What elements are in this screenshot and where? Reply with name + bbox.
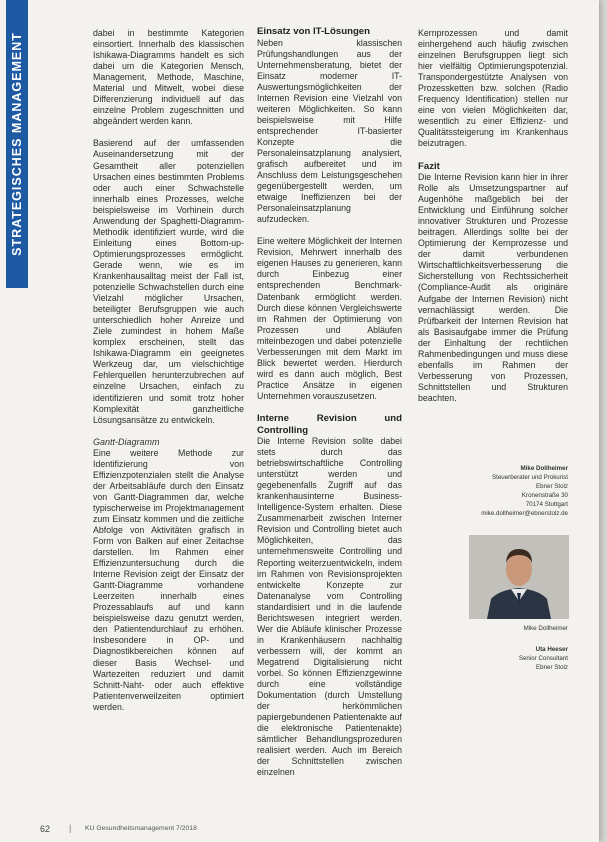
text-column-2 xyxy=(257,26,402,789)
author-company: Ebner Stolz xyxy=(536,664,568,671)
author-title: Steuerberater und Prokurist xyxy=(491,474,568,481)
section-sidebar xyxy=(6,0,28,288)
text-column-3 xyxy=(418,28,568,415)
author-name: Mike Dollheimer xyxy=(520,465,568,472)
paragraph: Die Interne Revision kann hier in ihrer Rolle als Umsetzungspartner auf Augenhöhe maßgeblich bei der Entwicklung und Einführung solcher innovativer Strukturen und Prozesse beitragen. Allerdings sollte bei der Optimierung der Kernprozesse und der damit verbundenen Wirtschaftlichkeitsverbesserung die Sicherstellung von Rechtssicherheit (Compliance-Audit als originäre Aufgabe der Internen Revision) nicht vernachlässigt werden. Die Prüfbarkeit der Internen Revision hat als Basisaufgabe immer die Prüfung der Einhaltung der rechtlichen Rahmenbedingungen und muss diese ebenfalls im Rahmen der Verbesserung von Prozessen, Schnittstellen und Strukturen beachten. xyxy=(418,172,568,403)
footer-separator: | xyxy=(69,823,72,833)
author-name: Uta Heeser xyxy=(535,646,568,653)
subheading-gantt: Gantt-Diagramm xyxy=(93,436,160,447)
paragraph: dabei in bestimmte Kategorien einsortiert. Innerhalb des klassischen Ishikawa-Diagramms handelt es sich dabei um die Kategorien Mensch, Management, Methode, Maschine, Material und Mitwelt, wobei diese Differenzierung individuell auf das einzelne Problem zugeschnitten und abgeändert werden kann. xyxy=(93,28,244,127)
magazine-name: KU Gesundheitsmanagement 7/2018 xyxy=(85,825,197,832)
heading-it-loesungen: Einsatz von IT-Lösungen xyxy=(257,26,370,37)
author-street: Kronenstraße 30 xyxy=(521,492,568,499)
author-city: 70174 Stuttgart xyxy=(525,501,568,508)
text-column-1 xyxy=(93,28,244,724)
paragraph: Eine weitere Möglichkeit der Internen Revision, Mehrwert innerhalb des eigenen Hauses zu generieren, kann durch Einbezug einer entsprechenden Benchmark-Datenbank ermöglicht werden. Durch diese können Vergleichswerte im Rahmen der Optimierung von Prozessen und Abläufen miteinbezogen und dabei potenzielle Verbesserungen mit dem Markt im Blick bewertet werden. Hierdurch wird es dann auch möglich, Best Practice Ansätze in eigenen Unternehmen vorauszusetzen. xyxy=(257,236,402,401)
author-info-2 xyxy=(418,645,568,672)
photo-caption: Mike Dollheimer xyxy=(523,625,568,632)
paragraph: Kernprozessen und damit einhergehend auch häufig zwischen einzelnen Berufsgruppen liegt sich hier vielfältig Optimierungspotenzial. Transpondergestützte Analysen von Prozessketten bzw. solchen (Radio Frequency Identification) stellen nur eine von vielen Möglichkeiten dar, wesentlich zu einer Effizienz- und Qualitätssteigerung im Krankenhaus beizutragen. xyxy=(418,28,568,149)
section-label: STRATEGISCHES MANAGEMENT xyxy=(10,32,24,256)
author-email: mike.dollheimer@ebnerstolz.de xyxy=(481,510,568,517)
author-info-1 xyxy=(418,464,568,518)
author-photo xyxy=(469,535,569,619)
heading-fazit: Fazit xyxy=(418,160,440,172)
paragraph: Eine weitere Methode zur Identifizierung von Effizienzpotenzialen stellt die Analyse der Arbeitsabläufe durch den Einsatz von Gantt-Diagrammen dar, welche typischerweise im Projektmanagement zum Einsatz kommen und die zeitliche Abfolge von Aktivitäten grafisch in Form von Balken auf einer Zeitachse darstellen. Im Rahmen einer Effizienzuntersuchung durch die Interne Revision zeigt der Einsatz der Gantt-Diagramme vorhandene Leerzeiten innerhalb eines Prozessablaufs auf und kann beispielsweise dazu genutzt werden, den Patientendurchlauf zu erhöhen. Insbesondere in OP- und Diagnostikbereichen können auf dieser Basis Wechsel- und Wartezeiten reduziert und damit Schnitt-Naht- oder auch effektive Patientenverweilzeiten optimiert werden. xyxy=(93,447,244,712)
page-number: 62 xyxy=(40,824,51,834)
portrait-image xyxy=(469,535,569,619)
paragraph: Basierend auf der umfassenden Auseinandersetzung mit der Gesamtheit aller potenziellen Ursachen eines bestimmten Problems oder auch einer Schwachstelle innerhalb eines Prozesses, welche beispielsweise im Vorhinein durch Anwendung der Spaghetti-Diagramm-Methodik identifiziert wurde, wird die Einleitung eines Bottom-up-Optimierungsprozesses ermöglicht. Gerade wenn, wie es im Krankenhausalltag meist der Fall ist, potenzielle Schwachstellen durch eine Vielzahl möglicher Ursachen, beteiligter Berufsgruppen wie auch unterschiedlich hoher Anreize und Ziele zumindest in hohem Maße komplex erscheinen, stellt das Ishikawa-Diagramm ein geeignetes Werkzeug dar, um vielschichtige Fehlerquellen herunterzubrechen auf einzelne Ursachen, einfach zu identifizieren und somit trotz hoher Komplexität ganzheitliche Lösungsansätze zu entwickeln. xyxy=(93,138,244,425)
heading-interne-revision: Interne Revision und Controlling xyxy=(257,413,402,436)
author-title: Senior Consultant xyxy=(518,655,568,662)
author-company: Ebner Stolz xyxy=(536,483,568,490)
paragraph: Die Interne Revision sollte dabei stets durch das betriebswirtschaftliche Controlling unterstützt werden und gegebenenfalls Zugriff auf das krankenhausinterne Business-Intelligence-System erhalten. Diese Zusammenarbeit zwischen Interner Revision und Controlling bietet auch Möglichkeiten, das unternehmensweite Controlling und Reporting weiterzuentwickeln, indem im Rahmen von Revisionsprojekten entwickelte Konzepte zur Datenanalyse vom Controlling standardisiert und in die laufende Berichtswesen integriert werden. Wer die Abläufe klinischer Prozesse in Krankenhäusern nachhaltig verbessern will, der kommt an Megatrend Digitalisierung nicht vorbei. So können Effizienzgewinne durch eine vollständige Dokumentation (durch Umstellung der herkömmlichen papiergebundenen Patientenakte auf die elektronische Patientenakte) sämtlicher Behandlungsprozeduren realisiert werden. Auch im Bereich der Schnittstellen zwischen einzelnen xyxy=(257,436,402,778)
paragraph: Neben klassischen Prüfungshandlungen aus der Unternehmensberatung, bietet der Einsatz moderner IT-Auswertungsmöglichkeiten der Internen Revision eine Vielzahl von weiteren Möglichkeiten. So kann beispielsweise mit Hilfe entsprechender IT-basierter Konzepte die Personaleinsatzplanung analysiert, grafisch aufbereitet und im Anschluss dem Leistungsgeschehen gegenübergestellt werden, um etwaige Ineffizienzen bei der Personaleinsatzplanung aufzudecken. xyxy=(257,37,402,225)
